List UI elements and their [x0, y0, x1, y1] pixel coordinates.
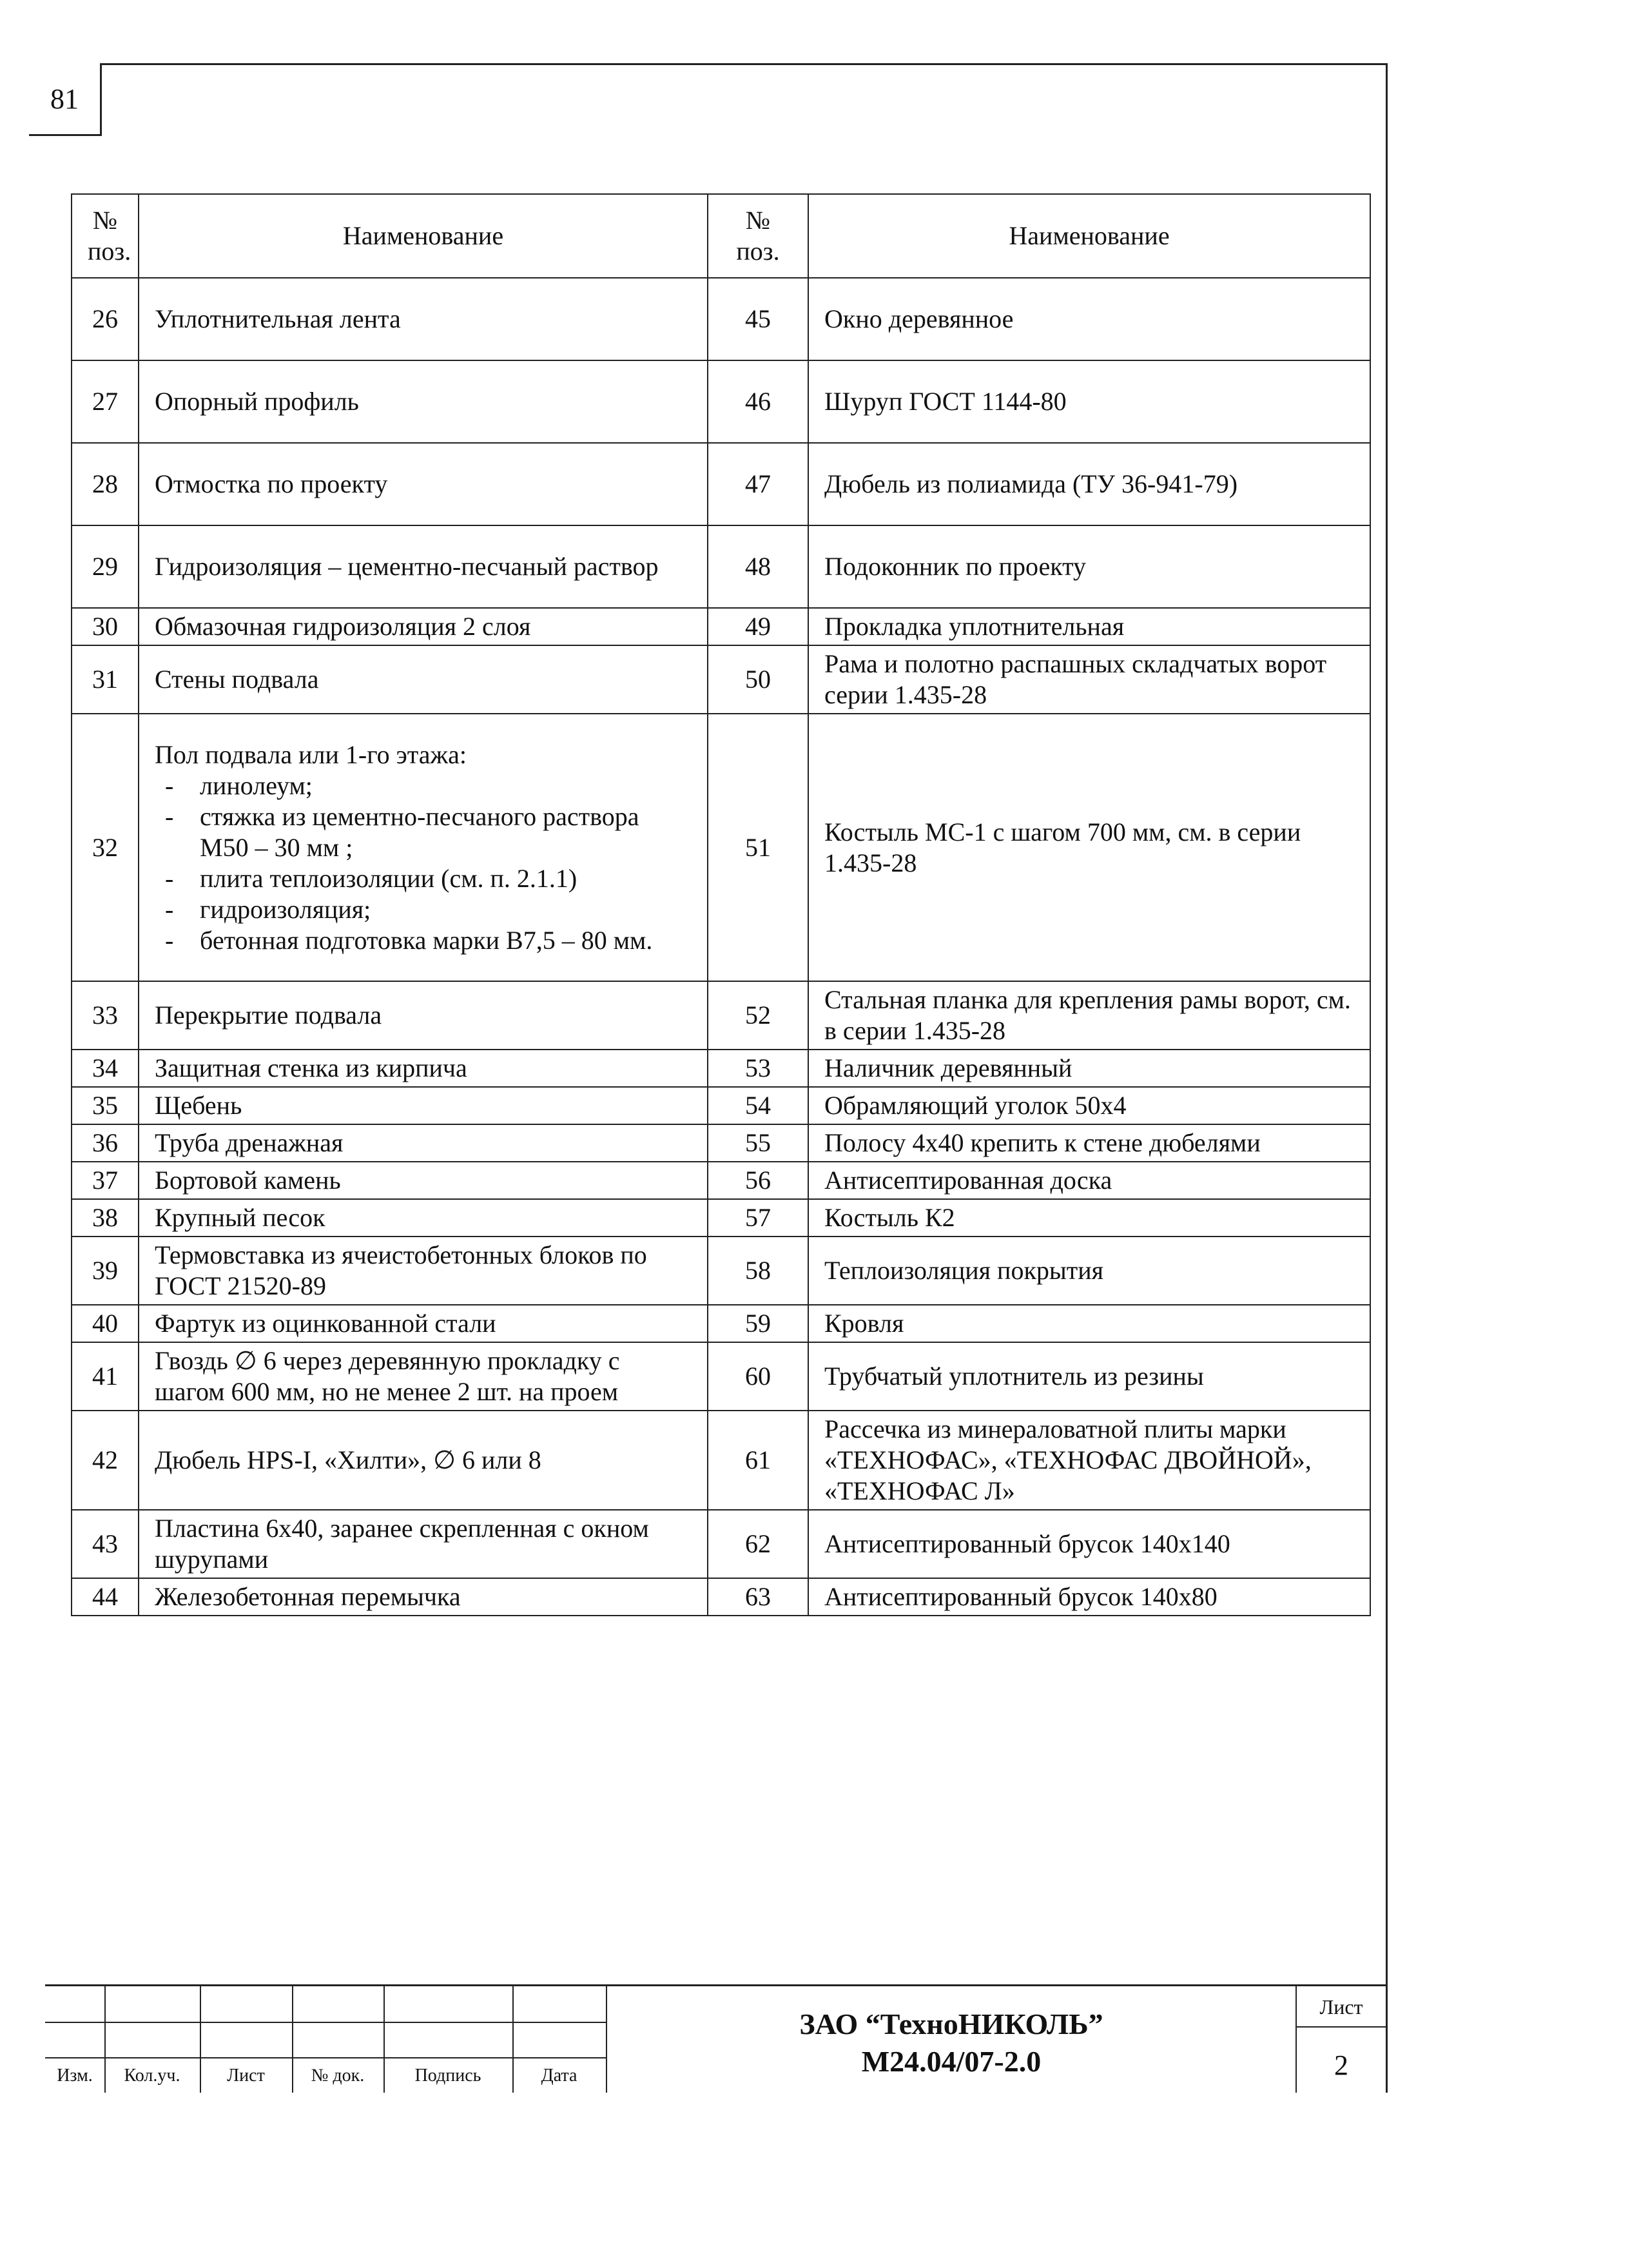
item-name-right: Рама и полотно распашных складчатых ворот серии 1.435-28 [808, 645, 1370, 714]
table-row [72, 525, 1370, 608]
position-number-right: 63 [708, 1578, 808, 1616]
item-name-right: Антисептированный брусок 140х80 [808, 1578, 1370, 1616]
list-item: - стяжка из цементно-песчаного раствора М50 – 30 мм ; [155, 801, 692, 863]
stamp-line [45, 2022, 606, 2023]
position-number-right: 62 [708, 1510, 808, 1578]
header-name-left: Наименование [139, 194, 708, 278]
item-name-right: Кровля [808, 1305, 1370, 1342]
item-name-left: Стены подвала [139, 645, 708, 714]
item-name-left: Крупный песок [139, 1199, 708, 1237]
item-name-right: Наличник деревянный [808, 1050, 1370, 1087]
table-row [72, 1411, 1370, 1510]
item-name-left: Перекрытие подвала [139, 981, 708, 1050]
item-name-right: Шуруп ГОСТ 1144-80 [808, 360, 1370, 443]
table-body [72, 278, 1370, 1616]
page-number: 81 [29, 63, 102, 136]
position-number-left: 34 [72, 1050, 139, 1087]
position-number-right: 45 [708, 278, 808, 360]
item-name-right: Трубчатый уплотнитель из резины [808, 1342, 1370, 1411]
position-number-right: 59 [708, 1305, 808, 1342]
item-name-left: Фартук из оцинкованной стали [139, 1305, 708, 1342]
position-number-left: 37 [72, 1162, 139, 1199]
position-number-right: 60 [708, 1342, 808, 1411]
item-sublist [155, 770, 692, 956]
table-row [72, 645, 1370, 714]
header-num-right: № поз. [708, 194, 808, 278]
position-number-left: 43 [72, 1510, 139, 1578]
table-row [72, 981, 1370, 1050]
position-number-left: 33 [72, 981, 139, 1050]
item-name-right: Обрамляющий уголок 50х4 [808, 1087, 1370, 1124]
item-name-left: Железобетонная перемычка [139, 1578, 708, 1616]
position-number-left: 32 [72, 714, 139, 981]
stamp-company-block [607, 2006, 1295, 2080]
stamp-caption-kol-uch: Кол.уч. [124, 2066, 180, 2086]
title-block [45, 1984, 1386, 2093]
position-number-left: 26 [72, 278, 139, 360]
table-header-row [72, 194, 1370, 278]
item-name-right: Рассечка из минераловатной плиты марки «ТЕХНОФАС», «ТЕХНОФАС ДВОЙНОЙ», «ТЕХНОФАС Л» [808, 1411, 1370, 1510]
list-item: - линолеум; [155, 770, 692, 801]
table-row [72, 1087, 1370, 1124]
item-name-right: Подоконник по проекту [808, 525, 1370, 608]
list-item: - бетонная подготовка марки В7,5 – 80 мм. [155, 925, 692, 956]
position-number-right: 51 [708, 714, 808, 981]
table-row [72, 1237, 1370, 1305]
item-name-right: Костыль МС-1 с шагом 700 мм, см. в серии 1.435-28 [808, 714, 1370, 981]
position-number-left: 31 [72, 645, 139, 714]
company-name: ЗАО “ТехноНИКОЛЬ” [799, 2008, 1103, 2040]
item-name-left: Защитная стенка из кирпича [139, 1050, 708, 1087]
position-number-right: 49 [708, 608, 808, 645]
position-number-left: 35 [72, 1087, 139, 1124]
item-name-left: Щебень [139, 1087, 708, 1124]
position-number-right: 50 [708, 645, 808, 714]
item-name-right: Прокладка уплотнительная [808, 608, 1370, 645]
position-number-right: 52 [708, 981, 808, 1050]
sheet-label: Лист [1319, 1995, 1363, 2019]
position-number-right: 47 [708, 443, 808, 525]
item-name-right: Антисептированный брусок 140х140 [808, 1510, 1370, 1578]
stamp-caption-izm: Изм. [57, 2066, 93, 2086]
stamp-line [45, 2057, 606, 2058]
list-item: - плита теплоизоляции (см. п. 2.1.1) [155, 863, 692, 894]
stamp-line [1295, 2026, 1386, 2028]
item-name-right: Костыль К2 [808, 1199, 1370, 1237]
header-name-right: Наименование [808, 194, 1370, 278]
item-name-right: Теплоизоляция покрытия [808, 1237, 1370, 1305]
item-name-left [139, 714, 708, 981]
item-name-right: Дюбель из полиамида (ТУ 36-941-79) [808, 443, 1370, 525]
position-number-right: 54 [708, 1087, 808, 1124]
table-row [72, 714, 1370, 981]
item-name-left: Опорный профиль [139, 360, 708, 443]
position-number-left: 29 [72, 525, 139, 608]
position-number-right: 55 [708, 1124, 808, 1162]
item-name-right: Стальная планка для крепления рамы ворот, см. в серии 1.435-28 [808, 981, 1370, 1050]
position-number-left: 38 [72, 1199, 139, 1237]
table-row [72, 1342, 1370, 1411]
position-number-left: 36 [72, 1124, 139, 1162]
position-number-left: 42 [72, 1411, 139, 1510]
list-item: - гидроизоляция; [155, 894, 692, 925]
table-row [72, 1578, 1370, 1616]
position-number-left: 41 [72, 1342, 139, 1411]
position-number-left: 28 [72, 443, 139, 525]
position-number-right: 56 [708, 1162, 808, 1199]
position-number-right: 48 [708, 525, 808, 608]
table-row [72, 1162, 1370, 1199]
position-number-right: 57 [708, 1199, 808, 1237]
item-name-left: Труба дренажная [139, 1124, 708, 1162]
item-name-left: Термовставка из ячеистобетонных блоков по ГОСТ 21520-89 [139, 1237, 708, 1305]
position-number-left: 39 [72, 1237, 139, 1305]
position-number-left: 40 [72, 1305, 139, 1342]
position-number-right: 61 [708, 1411, 808, 1510]
item-name-left: Пластина 6х40, заранее скрепленная с окном шурупами [139, 1510, 708, 1578]
item-name-left: Гвоздь ∅ 6 через деревянную прокладку с шагом 600 мм, но не менее 2 шт. на проем [139, 1342, 708, 1411]
position-number-right: 58 [708, 1237, 808, 1305]
position-number-left: 30 [72, 608, 139, 645]
table-row [72, 443, 1370, 525]
table-row [72, 608, 1370, 645]
item-name-right: Окно деревянное [808, 278, 1370, 360]
position-number-left: 44 [72, 1578, 139, 1616]
table-row [72, 1050, 1370, 1087]
stamp-caption-date: Дата [541, 2066, 577, 2086]
item-name-right: Антисептированная доска [808, 1162, 1370, 1199]
table-row [72, 360, 1370, 443]
table-row [72, 1510, 1370, 1578]
item-name-left: Уплотнительная лента [139, 278, 708, 360]
table-row [72, 278, 1370, 360]
specification-table [71, 193, 1371, 1616]
position-number-right: 46 [708, 360, 808, 443]
table-row [72, 1199, 1370, 1237]
position-number-right: 53 [708, 1050, 808, 1087]
item-name-heading: Пол подвала или 1-го этажа: [155, 739, 467, 769]
stamp-caption-doc-num: № док. [311, 2066, 365, 2086]
item-name-left: Дюбель HPS-I, «Хилти», ∅ 6 или 8 [139, 1411, 708, 1510]
stamp-caption-list: Лист [227, 2066, 265, 2086]
item-name-right: Полосу 4х40 крепить к стене дюбелями [808, 1124, 1370, 1162]
stamp-caption-signature: Подпись [414, 2066, 481, 2086]
sheet-number: 2 [1334, 2049, 1348, 2081]
header-num-left: № поз. [72, 194, 139, 278]
position-number-left: 27 [72, 360, 139, 443]
item-name-left: Обмазочная гидроизоляция 2 слоя [139, 608, 708, 645]
item-name-left: Гидроизоляция – цементно-песчаный раствор [139, 525, 708, 608]
table-row [72, 1124, 1370, 1162]
table-row [72, 1305, 1370, 1342]
document-code: М24.04/07-2.0 [861, 2044, 1042, 2078]
item-name-left: Отмостка по проекту [139, 443, 708, 525]
item-name-left: Бортовой камень [139, 1162, 708, 1199]
